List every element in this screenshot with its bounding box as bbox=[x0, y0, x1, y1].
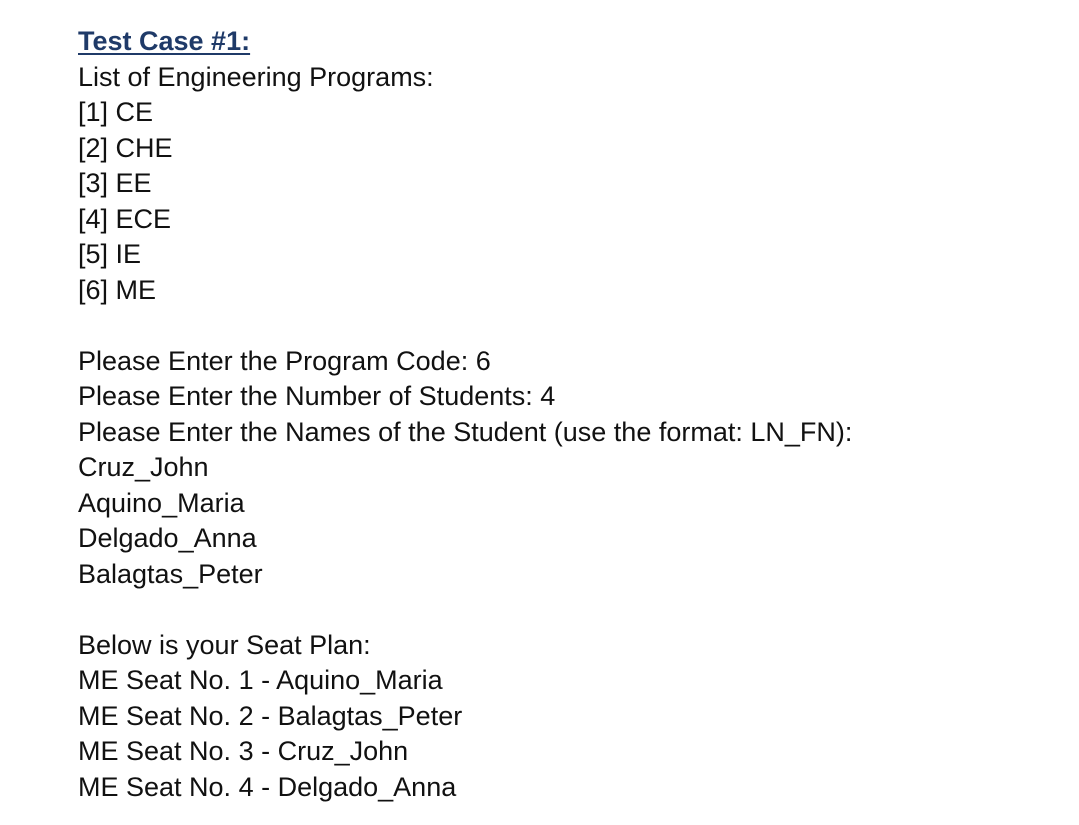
seat-plan-entry: ME Seat No. 4 - Delgado_Anna bbox=[78, 771, 457, 802]
seat-plan-title: Below is your Seat Plan: bbox=[78, 629, 371, 660]
num-students-prompt: Please Enter the Number of Students: 4 bbox=[78, 381, 556, 411]
test-case-heading: Test Case #1: bbox=[78, 26, 251, 56]
program-list-item: [4] ECE bbox=[78, 203, 172, 234]
seat-plan-entry: ME Seat No. 2 - Balagtas_Peter bbox=[78, 700, 463, 731]
student-name: Aquino_Maria bbox=[78, 487, 245, 518]
program-code-prompt: Please Enter the Program Code: 6 bbox=[78, 345, 491, 376]
program-list-item: [3] EE bbox=[78, 168, 152, 198]
program-list-item: [6] ME bbox=[78, 274, 157, 305]
test-case-document bbox=[78, 24, 1058, 805]
student-name: Cruz_John bbox=[78, 452, 209, 482]
spacer bbox=[78, 308, 1058, 344]
seat-plan-entry: ME Seat No. 1 - Aquino_Maria bbox=[78, 665, 443, 695]
program-list-item: [1] CE bbox=[78, 97, 154, 127]
names-prompt: Please Enter the Names of the Student (use the format: LN_FN): bbox=[78, 416, 853, 447]
spacer bbox=[78, 592, 1058, 628]
student-name: Delgado_Anna bbox=[78, 523, 257, 553]
student-name: Balagtas_Peter bbox=[78, 558, 263, 589]
program-list-item: [2] CHE bbox=[78, 132, 173, 163]
program-list-item: [5] IE bbox=[78, 239, 142, 269]
programs-title: List of Engineering Programs: bbox=[78, 61, 434, 92]
seat-plan-entry: ME Seat No. 3 - Cruz_John bbox=[78, 736, 409, 766]
